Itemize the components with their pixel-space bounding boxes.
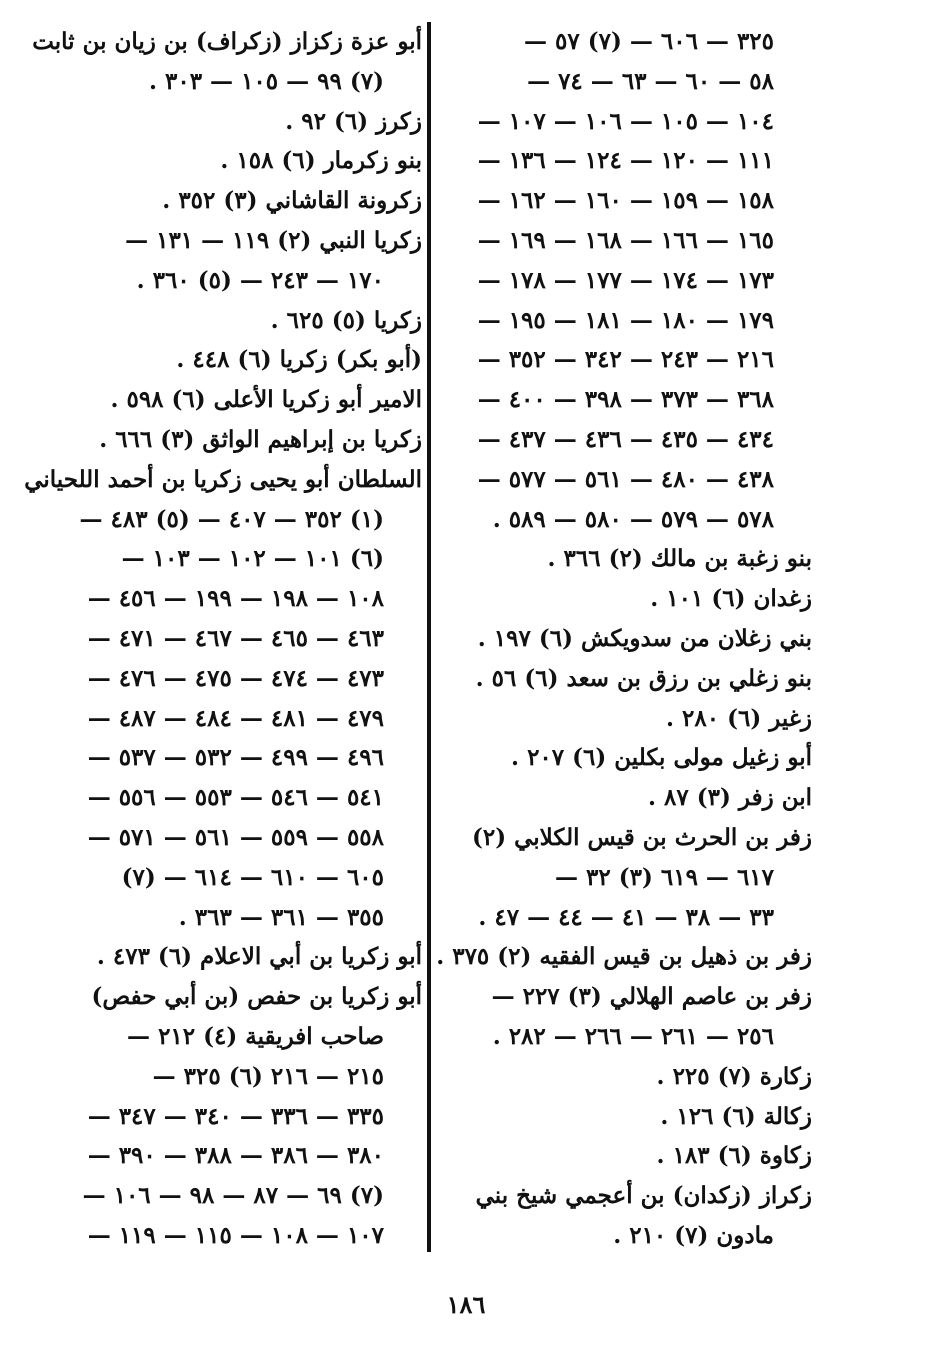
index-entry-line: (١) ٣٥٢ — ٤٠٧ — (٥) ٤٨٣ — (79, 505, 384, 533)
index-entry-line: بنو زغبة بن مالك (٢) ٣٦٦ . (547, 545, 812, 573)
index-entry-line: بنو زكرمار (٦) ١٥٨ . (220, 147, 422, 175)
index-entry-line: ٤٩٦ — ٤٩٩ — ٥٣٢ — ٥٣٧ — (87, 744, 384, 772)
index-entry-line: ٢١٦ — ٢٤٣ — ٣٤٢ — ٣٥٢ — (477, 346, 774, 374)
index-entry-line: (٦) ١٠١ — ١٠٢ — ١٠٣ — (121, 545, 384, 573)
index-entry-line: زكاوة (٦) ١٨٣ . (656, 1142, 812, 1170)
index-entry-line: زكريا بن إبراهيم الواثق (٣) ٦٦٦ . (99, 425, 422, 453)
index-entry-line: ٥٧٨ — ٥٧٩ — ٥٨٠ — ٥٨٩ . (492, 505, 774, 533)
index-entry-line: ٤٣٨ — ٤٨٠ — ٥٦١ — ٥٧٧ — (477, 465, 774, 493)
index-entry-line: (أبو بكر) زكريا (٦) ٤٤٨ . (176, 346, 422, 374)
index-entry-line: ٣٣ — ٣٨ — ٤١ — ٤٤ — ٤٧ . (478, 903, 774, 931)
index-entry-line: زكريا النبي (٢) ١١٩ — ١٣١ — (125, 226, 422, 254)
index-entry-line: ٤٧٩ — ٤٨١ — ٤٨٤ — ٤٨٧ — (87, 704, 384, 732)
index-entry-line: زكرونة القاشاني (٣) ٣٥٢ . (162, 187, 422, 215)
index-entry-line: ٥٨ — ٦٠ — ٦٣ — ٧٤ — (527, 67, 774, 95)
index-entry-line: السلطان أبو يحيى زكريا بن أحمد اللحياني (24, 465, 422, 493)
index-entry-line: مادون (٧) ٢١٠ . (613, 1221, 774, 1249)
column-divider (427, 22, 431, 1252)
left-column (24, 22, 422, 1256)
index-entry-line: زفر بن ذهيل بن قيس الفقيه (٢) ٣٧٥ . (436, 943, 812, 971)
index-entry-line: ٤٣٤ — ٤٣٥ — ٤٣٦ — ٤٣٧ — (477, 425, 774, 453)
index-entry-line: ٣٣٥ — ٣٣٦ — ٣٤٠ — ٣٤٧ — (87, 1102, 384, 1130)
index-entry-line: زكراز (زكدان) بن أعجمي شيخ بني (475, 1182, 812, 1210)
index-entry-line: الامير أبو زكريا الأعلى (٦) ٥٩٨ . (110, 386, 422, 414)
right-column (436, 22, 812, 1256)
index-entry-line: صاحب افريقية (٤) ٢١٢ — (127, 1022, 384, 1050)
index-entry-line: زكرز (٦) ٩٢ . (285, 107, 422, 135)
index-entry-line: ١٠٤ — ١٠٥ — ١٠٦ — ١٠٧ — (477, 107, 774, 135)
index-entry-line: زكريا (٥) ٦٢٥ . (270, 306, 422, 334)
index-entry-line: أبو زكريا بن حفص (بن أبي حفص) (91, 983, 422, 1011)
index-entry-line: ٢١٥ — ٢١٦ (٦) ٣٢٥ — (152, 1062, 384, 1090)
index-entry-line: زغدان (٦) ١٠١ . (650, 585, 812, 613)
index-entry-line: ١٧٣ — ١٧٤ — ١٧٧ — ١٧٨ — (477, 266, 774, 294)
index-entry-line: ٣٥٥ — ٣٦١ — ٣٦٣ . (178, 903, 384, 931)
index-entry-line: ١٦٥ — ١٦٦ — ١٦٨ — ١٦٩ — (477, 226, 774, 254)
index-entry-line: ١٥٨ — ١٥٩ — ١٦٠ — ١٦٢ — (477, 187, 774, 215)
index-entry-line: أبو زغيل مولى بكلين (٦) ٢٠٧ . (511, 744, 812, 772)
index-entry-line: ١١١ — ١٢٠ — ١٢٤ — ١٣٦ — (477, 147, 774, 175)
index-entry-line: أبو عزة زكزاز (زكراف) بن زيان بن ثابت (32, 28, 422, 55)
index-entry-line: أبو زكريا بن أبي الاعلام (٦) ٤٧٣ . (96, 943, 422, 971)
index-entry-line: زغير (٦) ٢٨٠ . (666, 704, 812, 732)
index-entry-line: زكالة (٦) ١٢٦ . (660, 1102, 812, 1130)
index-entry-line: ١٧٩ — ١٨٠ — ١٨١ — ١٩٥ — (477, 306, 774, 334)
page-number: ١٨٦ (446, 1290, 486, 1319)
index-entry-line: ٥٥٨ — ٥٥٩ — ٥٦١ — ٥٧١ — (87, 823, 384, 851)
index-entry-line: (٧) ٦٩ — ٨٧ — ٩٨ — ١٠٦ — (82, 1182, 384, 1210)
index-entry-line: زفر بن عاصم الهلالي (٣) ٢٢٧ — (491, 983, 812, 1011)
index-entry-line: ٤٧٣ — ٤٧٤ — ٤٧٥ — ٤٧٦ — (87, 664, 384, 692)
index-entry-line: ٣٨٠ — ٣٨٦ — ٣٨٨ — ٣٩٠ — (87, 1142, 384, 1170)
index-entry-line: ٤٦٣ — ٤٦٥ — ٤٦٧ — ٤٧١ — (87, 624, 384, 652)
index-entry-line: زفر بن الحرث بن قيس الكلابي (٢) (471, 823, 812, 851)
index-entry-line: (٧) ٩٩ — ١٠٥ — ٣٠٣ . (148, 67, 384, 95)
index-entry-line: ٢٥٦ — ٢٦١ — ٢٦٦ — ٢٨٢ . (492, 1022, 774, 1050)
index-entry-line: زكارة (٧) ٢٢٥ . (656, 1062, 812, 1090)
index-entry-line: ١٧٠ — ٢٤٣ — (٥) ٣٦٠ . (136, 266, 384, 294)
index-entry-line: ١٠٧ — ١٠٨ — ١١٥ — ١١٩ — (87, 1221, 384, 1249)
index-entry-line: ٣٦٨ — ٣٧٣ — ٣٩٨ — ٤٠٠ — (477, 386, 774, 414)
index-entry-line: ٦٠٥ — ٦١٠ — ٦١٤ — (٧) (121, 863, 384, 891)
index-entry-line: ٥٤١ — ٥٤٦ — ٥٥٣ — ٥٥٦ — (87, 784, 384, 812)
index-entry-line: ابن زفر (٣) ٨٧ . (648, 784, 812, 812)
index-entry-line: بني زغلان من سدويكش (٦) ١٩٧ . (477, 624, 812, 652)
index-entry-line: ١٠٨ — ١٩٨ — ١٩٩ — ٤٥٦ — (87, 585, 384, 613)
index-entry-line: ٦١٧ — ٦١٩ (٣) ٣٢ — (554, 863, 774, 891)
index-entry-line: ٣٢٥ — ٦٠٦ — (٧) ٥٧ — (523, 28, 774, 55)
index-entry-line: بنو زغلي بن رزق بن سعد (٦) ٥٦ . (475, 664, 812, 692)
